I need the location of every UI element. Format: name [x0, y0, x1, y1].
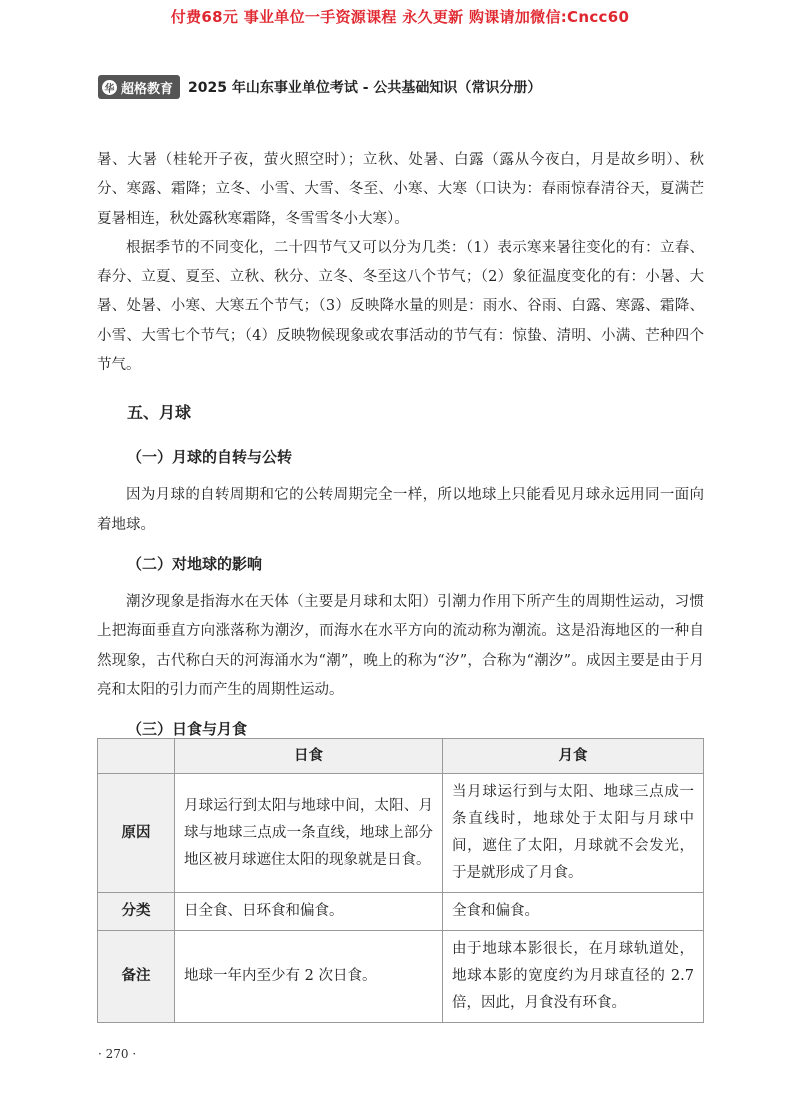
column-header-solar: 日食 [175, 739, 443, 774]
table-row [98, 893, 704, 931]
page-body [97, 146, 704, 753]
paragraph-solar-terms-categories: 根据季节的不同变化，二十四节气又可以分为几类：（1）表示寒来暑往变化的有：立春、春分、立夏、夏至、立秋、秋分、立冬、冬至这八个节气；（2）象征温度变化的有：小暑、大暑、处暑、小寒、大寒五个节气；（3）反映降水量的则是：雨水、谷雨、白露、寒露、霜降、小雪、大雪七个节气；（4）反映物候现象或农事活动的节气有：惊蛰、清明、小满、芒种四个节气。 [97, 239, 704, 374]
page-number: · 270 · [98, 1047, 137, 1061]
subheading-rotation-revolution: （一）月球的自转与公转 [127, 448, 293, 467]
cell-solar-notes: 地球一年内至少有 2 次日食。 [175, 931, 443, 1023]
eclipse-table [97, 738, 704, 1023]
logo-icon: 华 [102, 80, 117, 95]
book-title: 2025 年山东事业单位考试 - 公共基础知识（常识分册） [188, 80, 542, 96]
cell-lunar-notes: 由于地球本影很长，在月球轨道处，地球本影的宽度约为月球直径的 2.7 倍，因此，月食没有环食。 [443, 931, 704, 1023]
column-header-lunar: 月食 [443, 739, 704, 774]
table-header-row [98, 739, 704, 774]
page-header [98, 74, 541, 100]
row-label-notes: 备注 [98, 931, 175, 1023]
paragraph-rotation: 因为月球的自转周期和它的公转周期完全一样，所以地球上只能看见月球永远用同一面向着地球。 [97, 487, 704, 533]
row-label-cause: 原因 [98, 774, 175, 893]
table-row [98, 774, 704, 893]
table-row [98, 931, 704, 1023]
subheading-earth-influence: （二）对地球的影响 [127, 554, 263, 573]
cell-lunar-types: 全食和偏食。 [443, 893, 704, 931]
cell-solar-types: 日全食、日环食和偏食。 [175, 893, 443, 931]
subheading-eclipses: （三）日食与月食 [127, 720, 248, 739]
paragraph-tides: 潮汐现象是指海水在天体（主要是月球和太阳）引潮力作用下所产生的周期性运动，习惯上把海面垂直方向涨落称为潮汐，而海水在水平方向的流动称为潮流。这是沿海地区的一种自然现象，古代称白天的河海涌水为“潮”，晚上的称为“汐”，合称为“潮汐”。成因主要是由于月亮和太阳的引力而产生的周期性运动。 [97, 593, 704, 698]
logo-text: 超格教育 [121, 81, 174, 97]
paragraph-solar-terms-list: 暑、大暑（桂轮开子夜，萤火照空时）；立秋、处暑、白露（露从今夜白，月是故乡明）、秋分、寒露、霜降；立冬、小雪、大雪、冬至、小寒、大寒（口诀为：春雨惊春清谷天，夏满芒夏暑相连，秋处露秋寒霜降，冬雪雪冬小大寒）。 [97, 152, 704, 227]
row-label-types: 分类 [98, 893, 175, 931]
cell-solar-cause: 月球运行到太阳与地球中间，太阳、月球与地球三点成一条直线，地球上部分地区被月球遮住太阳的现象就是日食。 [175, 774, 443, 893]
watermark-banner: 付费68元 事业单位一手资源课程 永久更新 购课请加微信:Cncc60 [170, 8, 630, 26]
section-heading-moon: 五、月球 [127, 403, 192, 423]
table-corner-cell [98, 739, 175, 774]
publisher-logo [98, 75, 180, 99]
cell-lunar-cause: 当月球运行到与太阳、地球三点成一条直线时，地球处于太阳与月球中间，遮住了太阳，月球就不会发光，于是就形成了月食。 [443, 774, 704, 893]
